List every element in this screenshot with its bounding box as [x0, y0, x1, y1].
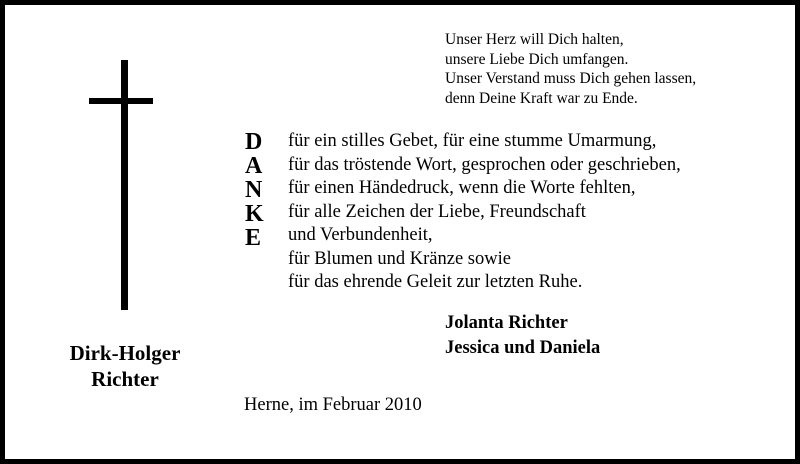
danke-letter: N	[245, 177, 263, 203]
danke-letter: E	[245, 225, 262, 251]
place-date: Herne, im Februar 2010	[244, 395, 422, 415]
poem	[445, 30, 696, 108]
thanks-line: und Verbundenheit,	[288, 225, 433, 245]
signer-name: Jessica und Daniela	[445, 338, 601, 358]
poem-line: unsere Liebe Dich umfangen.	[445, 50, 629, 68]
danke-letter: D	[245, 129, 263, 155]
signer-name: Jolanta Richter	[445, 313, 568, 333]
poem-line: denn Deine Kraft war zu Ende.	[445, 89, 638, 107]
thanks-line: für das ehrende Geleit zur letzten Ruhe.	[288, 272, 583, 292]
deceased-last-name: Richter	[91, 367, 159, 391]
deceased-name	[5, 340, 245, 392]
poem-line: Unser Verstand muss Dich gehen lassen,	[445, 70, 697, 87]
danke-letter: A	[245, 153, 263, 179]
poem-line: Unser Herz will Dich halten,	[445, 31, 624, 48]
signers	[445, 311, 600, 361]
cross-icon-bar	[89, 98, 153, 104]
danke-letter: K	[245, 201, 264, 227]
obituary-card	[5, 5, 795, 459]
thanks-line: für das tröstende Wort, gesprochen oder geschrieben,	[288, 154, 681, 175]
thanks-line: für einen Händedruck, wenn die Worte fehlten,	[288, 178, 636, 198]
deceased-first-name: Dirk-Holger	[69, 341, 181, 365]
thanks-line: für Blumen und Kränze sowie	[288, 248, 511, 269]
thanks-line: für alle Zeichen der Liebe, Freundschaft	[288, 201, 586, 222]
danke-acrostic	[245, 130, 271, 250]
thanks-text	[288, 130, 681, 295]
thanks-line: für ein stilles Gebet, für eine stumme Umarmung,	[288, 131, 657, 151]
